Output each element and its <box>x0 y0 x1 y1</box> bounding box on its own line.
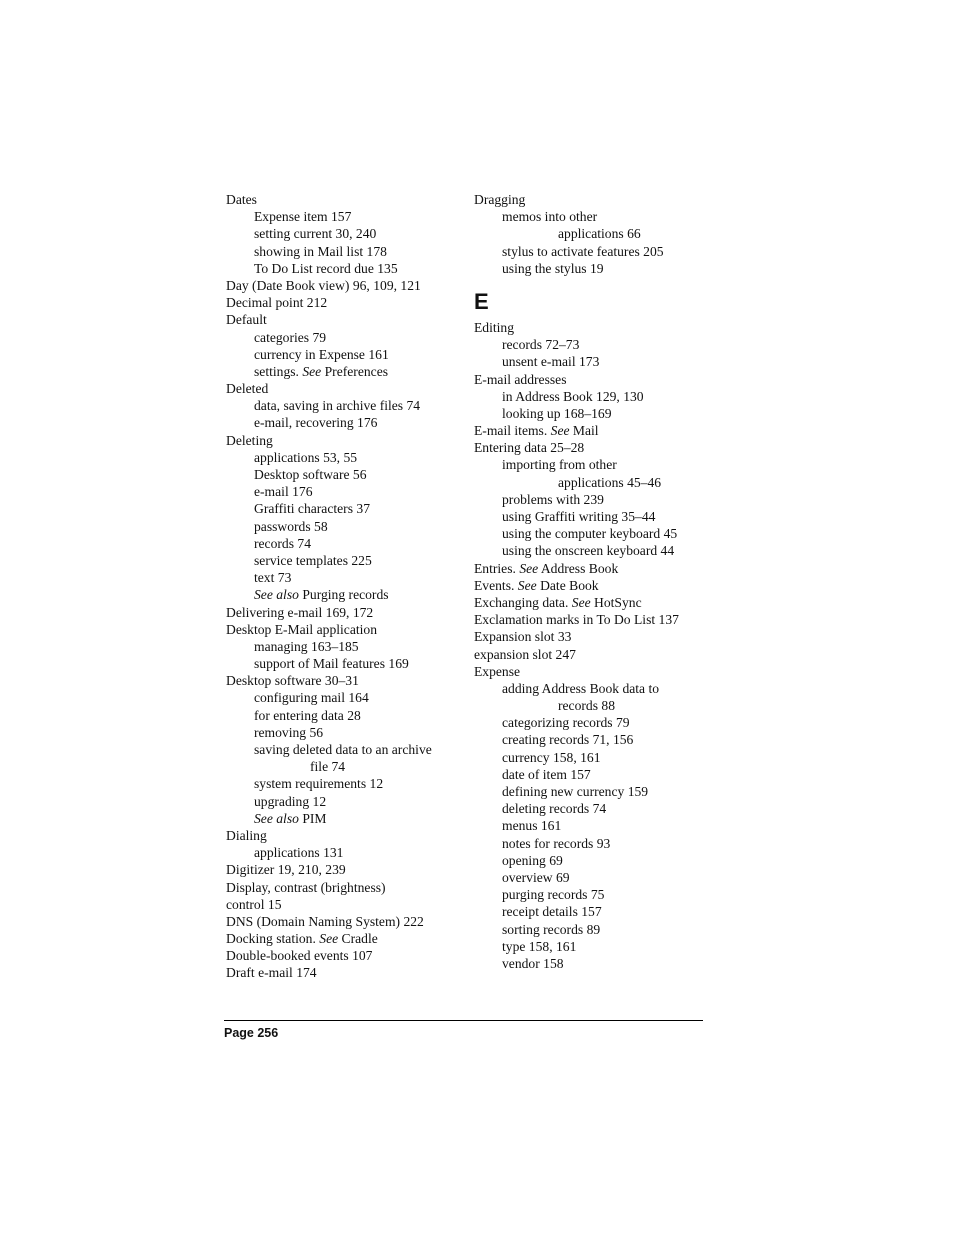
index-entry <box>474 628 714 645</box>
index-subentry <box>474 474 714 491</box>
index-subentry <box>226 260 466 277</box>
entry-text: upgrading 12 <box>254 793 327 809</box>
index-entry <box>474 422 714 439</box>
see-reference: See <box>550 423 570 439</box>
index-entry <box>474 319 714 336</box>
index-entry <box>226 604 466 621</box>
index-subentry <box>226 569 466 586</box>
entry-text: Expense item 157 <box>254 209 352 225</box>
index-subentry <box>226 449 466 466</box>
entry-text: Decimal point 212 <box>226 295 328 311</box>
index-subentry <box>226 638 466 655</box>
index-subentry <box>226 500 466 517</box>
index-entry <box>226 380 466 397</box>
index-entry <box>226 432 466 449</box>
index-column-left <box>226 191 466 982</box>
index-entry <box>474 646 714 663</box>
index-subentry <box>474 955 714 972</box>
entry-text: To Do List record due 135 <box>254 260 398 276</box>
entry-text: Dialing <box>226 827 267 843</box>
entry-text: Draft e-mail 174 <box>226 965 317 981</box>
index-subentry <box>226 535 466 552</box>
index-subentry <box>474 749 714 766</box>
index-subentry <box>474 405 714 422</box>
index-subentry <box>226 243 466 260</box>
entry-text: using the stylus 19 <box>502 260 604 276</box>
index-subentry <box>226 724 466 741</box>
index-subentry <box>226 518 466 535</box>
index-subentry <box>474 886 714 903</box>
index-subentry <box>226 655 466 672</box>
index-entry <box>474 439 714 456</box>
entry-text: Desktop software 56 <box>254 467 367 482</box>
index-subentry <box>226 810 466 827</box>
index-entry <box>474 611 714 628</box>
entry-text: saving deleted data to an archive <box>254 742 432 757</box>
entry-text: sorting records 89 <box>502 921 601 937</box>
see-reference: See <box>571 594 591 610</box>
index-subentry <box>226 689 466 706</box>
index-subentry <box>474 542 714 559</box>
entry-text: E-mail items. <box>474 423 551 439</box>
entry-text: settings. <box>254 363 303 379</box>
see-reference: See <box>519 560 539 576</box>
entry-text: Editing <box>474 319 515 335</box>
index-entry <box>474 560 714 577</box>
index-subentry <box>474 783 714 800</box>
see-reference: See also <box>254 587 299 603</box>
entry-text: Display, contrast (brightness) <box>226 879 386 895</box>
index-subentry <box>474 714 714 731</box>
index-subentry <box>226 329 466 346</box>
index-entry <box>226 861 466 878</box>
entry-text: control 15 <box>226 896 282 912</box>
entry-text: records 72–73 <box>502 337 580 353</box>
entry-text: records 74 <box>254 535 311 551</box>
entry-text: Expense <box>474 663 521 679</box>
entry-text: Exclamation marks in To Do List 137 <box>474 612 679 628</box>
entry-text: e-mail 176 <box>254 484 313 500</box>
entry-text: receipt details 157 <box>502 904 602 920</box>
entry-text: Expansion slot 33 <box>474 629 572 645</box>
entry-text: Default <box>226 312 267 328</box>
entry-text: Double-booked events 107 <box>226 948 373 964</box>
footer-divider <box>224 1020 703 1021</box>
see-reference: See also <box>254 810 299 826</box>
entry-text: Entering data 25–28 <box>474 440 585 456</box>
entry-text: Entries. <box>474 560 520 576</box>
index-subentry <box>474 817 714 834</box>
entry-text: expansion slot 247 <box>474 646 576 662</box>
see-target: Date Book <box>536 577 599 593</box>
see-target: Mail <box>569 423 599 439</box>
index-subentry <box>226 397 466 414</box>
entry-text: deleting records 74 <box>502 801 607 817</box>
index-subentry <box>474 525 714 542</box>
index-subentry <box>226 483 466 500</box>
index-entry <box>474 663 714 680</box>
entry-text: Digitizer 19, 210, 239 <box>226 862 346 878</box>
entry-text: Graffiti characters 37 <box>254 501 370 517</box>
entry-text: opening 69 <box>502 852 563 868</box>
index-subentry <box>474 456 714 473</box>
entry-text: Events. <box>474 577 518 593</box>
page-number: Page 256 <box>224 1026 279 1040</box>
index-subentry <box>226 844 466 861</box>
index-subentry <box>226 552 466 569</box>
index-subentry <box>226 741 466 758</box>
entry-text: setting current 30, 240 <box>254 226 377 242</box>
index-subentry <box>226 208 466 225</box>
entry-text: creating records 71, 156 <box>502 732 634 748</box>
entry-text: Day (Date Book view) 96, 109, 121 <box>226 277 421 293</box>
entry-text: looking up 168–169 <box>502 405 612 421</box>
entry-text: file 74 <box>310 759 346 775</box>
entry-text: passwords 58 <box>254 518 328 534</box>
entry-text: system requirements 12 <box>254 776 384 792</box>
entry-text: Desktop E-Mail application <box>226 621 378 637</box>
entry-text: Docking station. <box>226 931 320 947</box>
entry-text: Dates <box>226 192 257 207</box>
entry-text: menus 161 <box>502 818 562 834</box>
see-target: Address Book <box>538 560 619 576</box>
index-subentry <box>474 491 714 508</box>
index-entry <box>226 311 466 328</box>
entry-text: support of Mail features 169 <box>254 656 409 672</box>
entry-text: e-mail, recovering 176 <box>254 415 378 431</box>
see-reference: See <box>517 577 537 593</box>
index-subentry <box>474 388 714 405</box>
index-subentry <box>226 707 466 724</box>
index-subentry <box>474 766 714 783</box>
entry-text: Delivering e-mail 169, 172 <box>226 604 374 620</box>
entry-text: removing 56 <box>254 724 324 740</box>
entry-text: defining new currency 159 <box>502 784 649 799</box>
entry-text: in Address Book 129, 130 <box>502 388 644 404</box>
index-subentry <box>474 260 714 277</box>
entry-text: stylus to activate features 205 <box>502 243 664 259</box>
index-subentry <box>474 336 714 353</box>
see-target: Cradle <box>338 931 378 947</box>
index-entry <box>226 930 466 947</box>
index-subentry <box>474 903 714 920</box>
index-entry <box>226 896 466 913</box>
index-entry <box>474 594 714 611</box>
entry-text: adding Address Book data to <box>502 680 660 696</box>
entry-text: notes for records 93 <box>502 835 611 851</box>
index-subentry <box>226 793 466 810</box>
index-subentry <box>474 225 714 242</box>
entry-text: using the computer keyboard 45 <box>502 526 678 542</box>
index-section-d-continued <box>474 191 714 277</box>
index-subentry <box>474 508 714 525</box>
entry-text: applications 53, 55 <box>254 449 358 465</box>
index-subentry <box>474 852 714 869</box>
index-column-right <box>474 191 714 972</box>
entry-text: Dragging <box>474 192 526 207</box>
entry-text: categorizing records 79 <box>502 715 630 731</box>
index-entry <box>474 191 714 208</box>
entry-text: importing from other <box>502 457 617 473</box>
entry-text: showing in Mail list 178 <box>254 243 387 259</box>
see-target: Purging records <box>298 587 389 603</box>
entry-text: date of item 157 <box>502 766 591 782</box>
index-subentry <box>474 731 714 748</box>
index-entry <box>226 913 466 930</box>
index-subentry <box>474 243 714 260</box>
index-subentry <box>226 586 466 603</box>
entry-text: categories 79 <box>254 329 327 345</box>
entry-text: using Graffiti writing 35–44 <box>502 509 656 524</box>
see-reference: See <box>319 931 339 947</box>
see-reference: See <box>302 363 322 379</box>
index-entry <box>226 879 466 896</box>
entry-text: applications 131 <box>254 845 344 861</box>
entry-text: unsent e-mail 173 <box>502 354 600 370</box>
section-letter-heading: E <box>474 288 489 314</box>
entry-text: applications 66 <box>558 226 641 242</box>
index-subentry <box>474 680 714 697</box>
index-subentry <box>474 800 714 817</box>
index-subentry <box>474 938 714 955</box>
see-target: HotSync <box>590 594 642 610</box>
index-entry <box>226 947 466 964</box>
index-entry <box>226 827 466 844</box>
entry-text: Deleted <box>226 381 269 397</box>
index-entry <box>226 672 466 689</box>
entry-text: text 73 <box>254 570 292 586</box>
entry-text: records 88 <box>558 698 615 714</box>
index-subentry <box>474 697 714 714</box>
index-subentry <box>226 775 466 792</box>
entry-text: service templates 225 <box>254 552 372 568</box>
index-entry <box>226 964 466 981</box>
see-target: Preferences <box>321 363 389 379</box>
index-subentry <box>474 835 714 852</box>
entry-text: Desktop software 30–31 <box>226 673 359 689</box>
index-subentry <box>474 353 714 370</box>
entry-text: DNS (Domain Naming System) 222 <box>226 913 424 929</box>
index-entry <box>474 577 714 594</box>
index-subentry <box>226 466 466 483</box>
index-entry <box>226 621 466 638</box>
index-entry <box>226 294 466 311</box>
index-subentry <box>226 363 466 380</box>
index-subentry <box>226 346 466 363</box>
entry-text: currency in Expense 161 <box>254 346 389 362</box>
index-entry <box>226 277 466 294</box>
index-subentry <box>474 208 714 225</box>
index-subentry <box>226 414 466 431</box>
entry-text: Deleting <box>226 432 273 448</box>
entry-text: for entering data 28 <box>254 707 361 723</box>
entry-text: applications 45–46 <box>558 474 662 490</box>
entry-text: currency 158, 161 <box>502 749 601 765</box>
entry-text: overview 69 <box>502 869 570 885</box>
entry-text: problems with 239 <box>502 491 604 507</box>
index-entry <box>474 371 714 388</box>
index-subentry <box>226 758 466 775</box>
index-entry <box>226 191 466 208</box>
index-subentry <box>474 921 714 938</box>
entry-text: memos into other <box>502 209 598 225</box>
entry-text: E-mail addresses <box>474 371 567 387</box>
entry-text: configuring mail 164 <box>254 690 369 706</box>
entry-text: managing 163–185 <box>254 638 359 654</box>
index-subentry <box>474 869 714 886</box>
index-section-e <box>474 319 714 972</box>
entry-text: vendor 158 <box>502 955 564 971</box>
entry-text: Exchanging data. <box>474 594 572 610</box>
index-subentry <box>226 225 466 242</box>
entry-text: type 158, 161 <box>502 938 577 954</box>
entry-text: data, saving in archive files 74 <box>254 398 421 414</box>
see-target: PIM <box>298 810 327 826</box>
entry-text: purging records 75 <box>502 887 605 903</box>
entry-text: using the onscreen keyboard 44 <box>502 543 675 559</box>
